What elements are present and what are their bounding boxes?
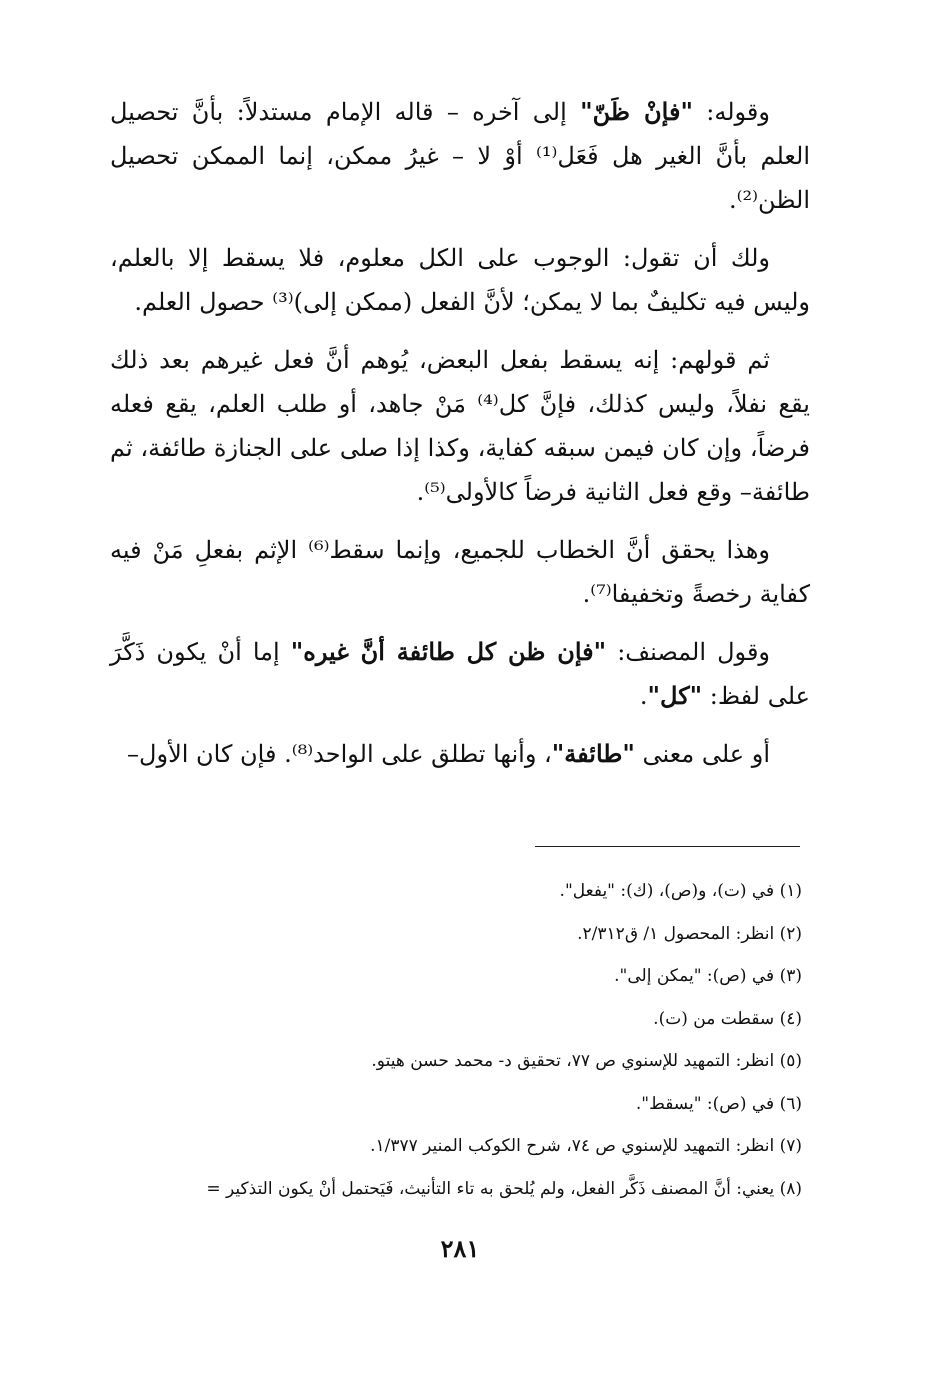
paragraph-2-text: ولك أن تقول: الوجوب على الكل معلوم، فلا يسقط إلا بالعلم، وليس فيه تكليفٌ بما لا يمكن؛ لأنَّ الفعل (ممكن إلى)⁽³⁾ حصول العلم. — [110, 244, 810, 316]
paragraph-1-after: إلى آخره – قاله الإمام مستدلاً: بأنَّ تحصيل العلم بأنَّ الغير هل فَعَل⁽¹⁾ أوْ لا – غيرُ ممكن، إنما الممكن تحصيل الظن⁽²⁾. — [110, 98, 810, 214]
footnote-3: (٣) في (ص): "يمكن إلى". — [614, 966, 802, 986]
paragraph-6-before: أو على معنى — [634, 740, 770, 768]
paragraph-5-bold-2: "كل" — [647, 681, 703, 710]
paragraph-1-bold: "فإنْ ظَنّ" — [580, 97, 693, 126]
paragraph-5-after: إما أنْ يكون ذَكَّرَ على لفظ: — [110, 638, 810, 710]
footnote-5: (٥) انظر: التمهيد للإسنوي ص ٧٧، تحقيق د- محمد حسن هيتو. — [371, 1051, 802, 1071]
paragraph-5-bold: "فإن ظن كل طائفة أنَّ غيره" — [290, 637, 607, 666]
footnote-2: (٢) انظر: المحصول ١/ ق٢/٣١٢. — [577, 923, 802, 944]
document-page — [110, 90, 810, 1290]
paragraph-5-end: . — [639, 682, 648, 710]
paragraph-5-before: وقول المصنف: — [606, 638, 771, 666]
footnotes — [110, 870, 802, 1210]
paragraph-4-text: وهذا يحقق أنَّ الخطاب للجميع، وإنما سقط⁽⁶⁾ الإثم بفعلِ مَنْ فيه كفاية رخصةً وتخفيفا⁽⁷⁾. — [110, 536, 810, 608]
paragraph-4 — [110, 528, 810, 616]
paragraph-2 — [110, 236, 810, 324]
footnote-4: (٤) سقطت من (ت). — [653, 1008, 802, 1029]
paragraph-6 — [110, 732, 810, 776]
paragraph-3-text: ثم قولهم: إنه يسقط بفعل البعض، يُوهم أنَّ فعل غيرهم بعد ذلك يقع نفلاً، وليس كذلك، فإنَّ كل⁽⁴⁾ مَنْ جاهد، أو طلب العلم، يقع فعله فرضاً، وإن كان فيمن سبقه كفاية، وكذا إذا صلى على الجنازة طائفة، ثم طائفة– وقع فعل الثانية فرضاً كالأولى⁽⁵⁾. — [110, 346, 810, 506]
paragraph-6-after: ، وأنها تطلق على الواحد⁽⁸⁾. فإن كان الأول– — [127, 740, 552, 768]
paragraph-6-bold: "طائفة" — [551, 739, 635, 768]
paragraph-5 — [110, 630, 810, 718]
paragraph-1-before: وقوله: — [692, 98, 770, 126]
footnote-7: (٧) انظر: التمهيد للإسنوي ص ٧٤، شرح الكوكب المنير ١/٣٧٧. — [370, 1136, 802, 1156]
footnote-8: (٨) يعني: أنَّ المصنف ذَكَّر الفعل، ولم يُلحق به تاء التأنيث، فَيَحتمل أنْ يكون التذكير = — [206, 1178, 802, 1199]
footnote-1: (١) في (ت)، و(ص)، (ك): "يفعل". — [559, 881, 802, 901]
footnote-separator — [535, 846, 800, 847]
paragraph-3 — [110, 338, 810, 514]
paragraph-1 — [110, 90, 810, 222]
footnote-6: (٦) في (ص): "يسقط". — [635, 1093, 802, 1114]
page-number: ٢٨١ — [440, 1234, 480, 1263]
